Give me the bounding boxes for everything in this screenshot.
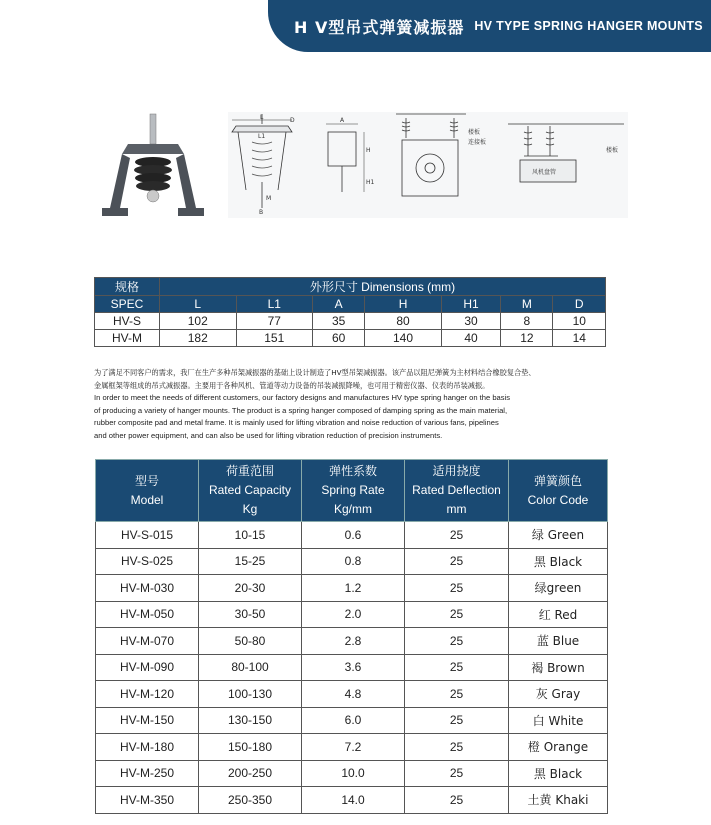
dim-col-header: D [553,296,606,313]
cell-capacity: 130-150 [199,707,302,734]
table-row [96,787,608,814]
cell-capacity: 15-25 [199,548,302,575]
dim-cell: 151 [236,330,313,347]
cell-color: 红 Red [509,601,608,628]
cell-rate: 14.0 [302,787,405,814]
table-row [96,760,608,787]
cell-color: 灰 Gray [509,681,608,708]
cell-rate: 1.2 [302,575,405,602]
dim-cell: 10 [553,313,606,330]
cell-model: HV-M-150 [96,707,199,734]
dim-cell: 14 [553,330,606,347]
drawing-label-h1: H1 [366,179,375,186]
cell-model: HV-M-350 [96,787,199,814]
cell-deflection: 25 [405,681,509,708]
description-cn-line: 金属框架等组成的吊式减振器。主要用于各种风机、管道等动力设备的吊装减振降噪，也可用于精密仪器、仪表的吊装减振。 [94,380,490,390]
cell-rate: 2.0 [302,601,405,628]
product-photo-illustration [98,112,208,218]
cell-rate: 0.8 [302,548,405,575]
header-en: Model [130,492,164,507]
dim-cell: 12 [501,330,553,347]
cell-model: HV-S-015 [96,522,199,549]
table-row [96,707,608,734]
model-specs-table [95,459,608,814]
cell-deflection: 25 [405,601,509,628]
cell-capacity: 150-180 [199,734,302,761]
description-en-line: and other power equipment, and can also be used for lifting vibration reduction of precision instruments. [94,430,443,440]
table-row [95,330,606,347]
cell-deflection: 25 [405,654,509,681]
cell-model: HV-M-120 [96,681,199,708]
cell-capacity: 200-250 [199,760,302,787]
header-en: Rated Deflection [412,483,501,497]
spec-cell: HV-M [95,330,160,347]
cell-model: HV-M-070 [96,628,199,655]
spec-label-cn: 规格 [95,278,160,296]
description-en-line: of producing a variety of hanger mounts. The product is a spring hanger composed of damping spring as the main material, [94,405,508,415]
product-description [94,367,614,443]
cell-deflection: 25 [405,522,509,549]
table-row [96,601,608,628]
dimensions-table [94,277,606,347]
header-spring-rate [302,460,405,522]
header-unit: Kg [242,502,258,516]
cell-color: 白 White [509,707,608,734]
dim-col-header: M [501,296,553,313]
dim-cell: 30 [441,313,500,330]
cell-deflection: 25 [405,707,509,734]
description-en-line: rubber composite pad and metal frame. It is mainly used for lifting vibration and noise reduction of various fans, pipelines [94,418,499,428]
cell-rate: 3.6 [302,654,405,681]
table-row [96,548,608,575]
cell-capacity: 100-130 [199,681,302,708]
dim-cell: 8 [501,313,553,330]
page-header-band [268,0,711,52]
cell-capacity: 80-100 [199,654,302,681]
description-cn-line: 为了满足不同客户的需求，我厂在生产多种吊架减振器的基础上设计制造了HV型吊架减振器。该产品以阻尼弹簧为主材料结合橡胶复合垫、 [94,368,536,377]
dimensions-group-header: 外形尺寸 Dimensions (mm) [160,278,606,296]
dim-col-header: H1 [441,296,500,313]
description-en-line: In order to meet the needs of different customers, our factory designs and manufactures HV type spring hanger on the basis [94,393,511,403]
header-capacity [199,460,302,522]
drawing-note-1: 楼板 [468,129,481,136]
cell-color: 蓝 Blue [509,628,608,655]
dim-cell: 102 [160,313,237,330]
header-unit: Kg/mm [333,502,372,516]
cell-color: 土黄 Khaki [509,787,608,814]
drawing-label-h: H [366,147,371,154]
table-row [96,628,608,655]
cell-rate: 4.8 [302,681,405,708]
cell-rate: 0.6 [302,522,405,549]
cell-color: 黑 Black [509,548,608,575]
cell-deflection: 25 [405,548,509,575]
drawing-label-a: A [340,117,345,124]
cell-model: HV-M-180 [96,734,199,761]
cell-model: HV-M-030 [96,575,199,602]
drawing-label-b: B [259,209,264,216]
dim-cell: 80 [365,313,442,330]
dim-col-header: L [160,296,237,313]
drawing-note-3: 楼板 [606,147,619,154]
header-en: Color Code [527,492,589,507]
cell-model: HV-M-050 [96,601,199,628]
header-model [96,460,199,522]
cell-deflection: 25 [405,628,509,655]
drawing-note-4: 风机盘管 [532,169,557,176]
cell-model: HV-M-250 [96,760,199,787]
cell-capacity: 20-30 [199,575,302,602]
cell-rate: 10.0 [302,760,405,787]
cell-model: HV-S-025 [96,548,199,575]
header-title-en: HV TYPE SPRING HANGER MOUNTS [474,19,703,33]
cell-color: 褐 Brown [509,654,608,681]
cell-rate: 6.0 [302,707,405,734]
dim-cell: 40 [441,330,500,347]
dim-cell: 35 [313,313,365,330]
cell-capacity: 250-350 [199,787,302,814]
header-cn: 弹性系数 [328,464,377,478]
header-color-code [509,460,608,522]
table-row [96,734,608,761]
header-cn: 型号 [134,473,159,488]
drawing-note-2: 连接板 [468,139,487,146]
cell-capacity: 10-15 [199,522,302,549]
spec-label-en: SPEC [95,296,160,313]
cell-deflection: 25 [405,575,509,602]
dim-col-header: L1 [236,296,313,313]
dim-col-header: H [365,296,442,313]
table-row [96,681,608,708]
header-cn: 荷重范围 [225,464,274,478]
cell-rate: 7.2 [302,734,405,761]
table-row [96,654,608,681]
cell-model: HV-M-090 [96,654,199,681]
spec-cell: HV-S [95,313,160,330]
header-cn: 适用挠度 [432,464,481,478]
product-figure [98,112,628,218]
cell-capacity: 30-50 [199,601,302,628]
dim-cell: 77 [236,313,313,330]
cell-capacity: 50-80 [199,628,302,655]
dim-cell: 182 [160,330,237,347]
cell-color: 绿 Green [509,522,608,549]
cell-deflection: 25 [405,760,509,787]
header-en: Rated Capacity [208,483,292,497]
dim-cell: 140 [365,330,442,347]
cell-deflection: 25 [405,787,509,814]
cell-color: 绿green [509,575,608,602]
dim-cell: 60 [313,330,365,347]
table-row [95,313,606,330]
technical-drawings [228,112,628,218]
drawing-label-m: M [266,195,272,202]
cell-rate: 2.8 [302,628,405,655]
dim-col-header: A [313,296,365,313]
header-en: Spring Rate [321,483,385,497]
table-row [96,575,608,602]
drawing-label-d: D [290,117,295,124]
model-table-header-row [96,460,608,522]
cell-color: 黑 Black [509,760,608,787]
cell-deflection: 25 [405,734,509,761]
header-unit: mm [446,502,467,516]
drawing-label-l1: L1 [258,133,266,140]
header-title-cn: H V型吊式弹簧减振器 [294,17,465,37]
table-row [96,522,608,549]
cell-color: 橙 Orange [509,734,608,761]
header-cn: 弹簧颜色 [533,473,582,488]
drawing-label-l: L [260,114,264,121]
header-deflection [405,460,509,522]
